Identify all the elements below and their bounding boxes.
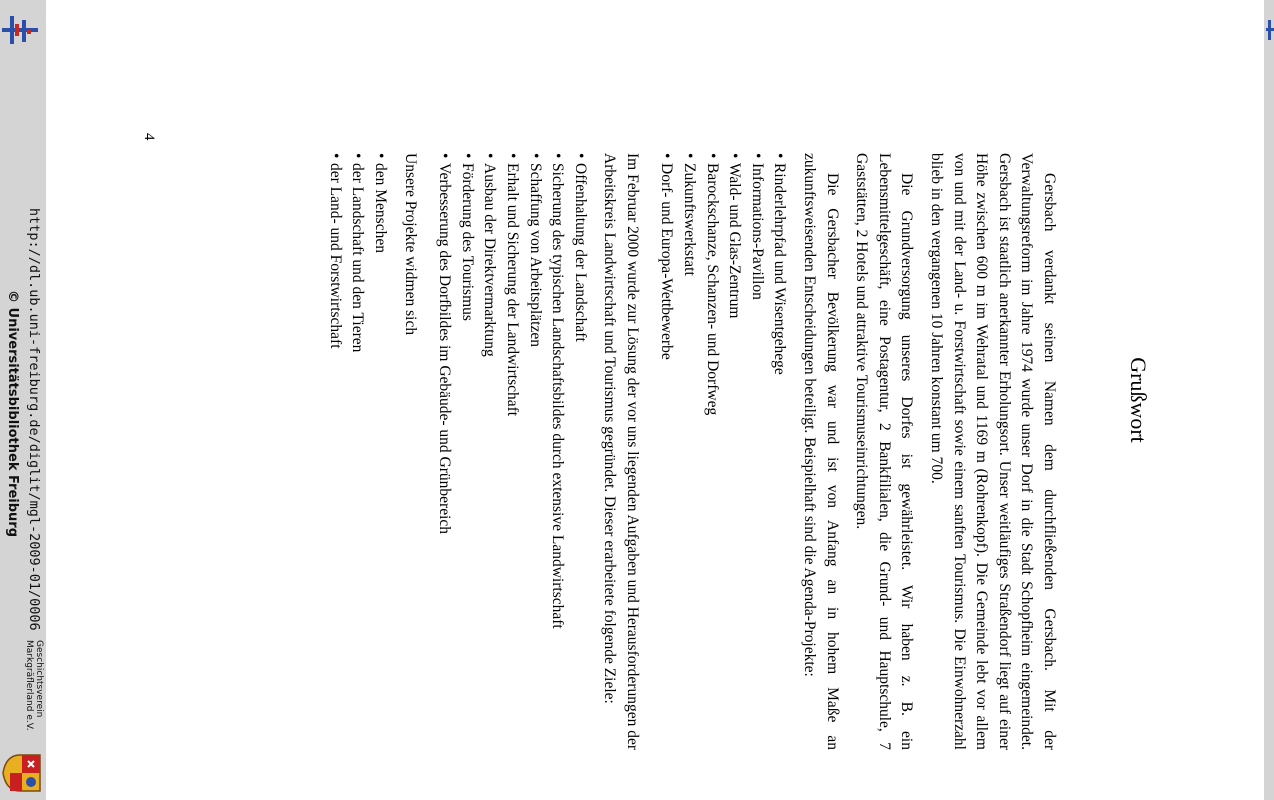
agenda-projects-list bbox=[655, 153, 791, 750]
goals-list bbox=[433, 153, 591, 750]
list-item: • Informations-Pavillon bbox=[745, 153, 768, 750]
society-name bbox=[24, 640, 44, 731]
list-item: • Erhalt und Sicherung der Landwirtschaft bbox=[500, 153, 523, 750]
list-item: • Offenhaltung der Landschaft bbox=[568, 153, 591, 750]
coat-of-arms-icon bbox=[2, 753, 42, 793]
list-item: • der Landschaft und den Tieren bbox=[346, 153, 369, 750]
page-number: 4 bbox=[141, 133, 157, 141]
dedications-list bbox=[323, 153, 391, 750]
list-item: • der Land- und Forstwirtschaft bbox=[323, 153, 346, 750]
page-title: Grußwort bbox=[1126, 357, 1151, 443]
list-item: • Sicherung des typischen Landschaftsbildes durch extensive Landwirtschaft bbox=[546, 153, 569, 750]
paragraph-supply: Die Grundversorgung unseres Dorfes ist gewährleistet. Wir haben z. B. ein Lebensmittelgeschäft, eine Postagentur, 2 Bankfilialen, die Grund- und Hauptschule, 7 Gaststätten, 2 Hotels und attraktive Tourismuseinrichtungen. bbox=[853, 153, 916, 750]
page-body bbox=[311, 153, 1060, 750]
list-item: • den Menschen bbox=[368, 153, 391, 750]
paragraph-working-group: Im Februar 2000 wurde zur Lösung der vor uns liegenden Aufgaben und Herausforderungen der Arbeitskreis Landwirtschaft und Tourismus gegründet. Dieser erarbeitete folgende Ziele: bbox=[601, 153, 641, 750]
list-item: • Rinderlehrpfad und Wisentgehege bbox=[768, 153, 791, 750]
list-item: • Barockschanze, Schanzen- und Dorfweg bbox=[700, 153, 723, 750]
list-item: • Schaffung von Arbeitsplätzen bbox=[523, 153, 546, 750]
list-item: • Förderung des Tourismus bbox=[455, 153, 478, 750]
paragraph-dedication: Unsere Projekte widmen sich bbox=[401, 153, 419, 336]
list-item: • Zukunftswerkstatt bbox=[678, 153, 701, 750]
copyright-notice: © Universitätsbibliothek Freiburg bbox=[5, 290, 20, 538]
paragraph-intro: Gersbach verdankt seinen Namen dem durchfließenden Gersbach. Mit der Verwaltungsreform im Jahre 1974 wurde unser Dorf in die Stadt Schopfheim eingemeindet. Gersbach ist staatlich anerkannter Erholungsort. Unser weitläufiges Straßendorf liegt auf einer Höhe zwischen 600 m im Wehratal und 1169 m (Rohrenkopf). Die Gemeinde lebt vor allem von und mit der Land- u. Forstwirtschaft sowie einem sanften Tourismus. Die Einwohnerzahl blieb in den vergangenen 10 Jahren konstant um 700. bbox=[928, 153, 1058, 750]
paragraph-population: Die Gersbacher Bevölkerung war und ist von Anfang an in hohem Maße an zukunftsweisenden Entscheidungen beteiligt. Beispielhaft sind die Agenda-Projekte: bbox=[801, 153, 841, 750]
list-item: • Verbesserung des Dorfbildes im Gebäude- und Grünbereich bbox=[433, 153, 456, 750]
society-name-line-1: Geschichtsverein bbox=[34, 640, 44, 718]
list-item: • Ausbau der Direktvermarktung bbox=[478, 153, 501, 750]
society-name-line-2: Markgräflerland e.V. bbox=[24, 640, 34, 731]
permalink-url[interactable]: http://dl.ub.uni-freiburg.de/diglit/mgl-2009-01/0006 bbox=[26, 208, 42, 631]
list-item: • Wald- und Glas-Zentrum bbox=[723, 153, 746, 750]
list-item: • Dorf- und Europa-Wettbewerbe bbox=[655, 153, 678, 750]
